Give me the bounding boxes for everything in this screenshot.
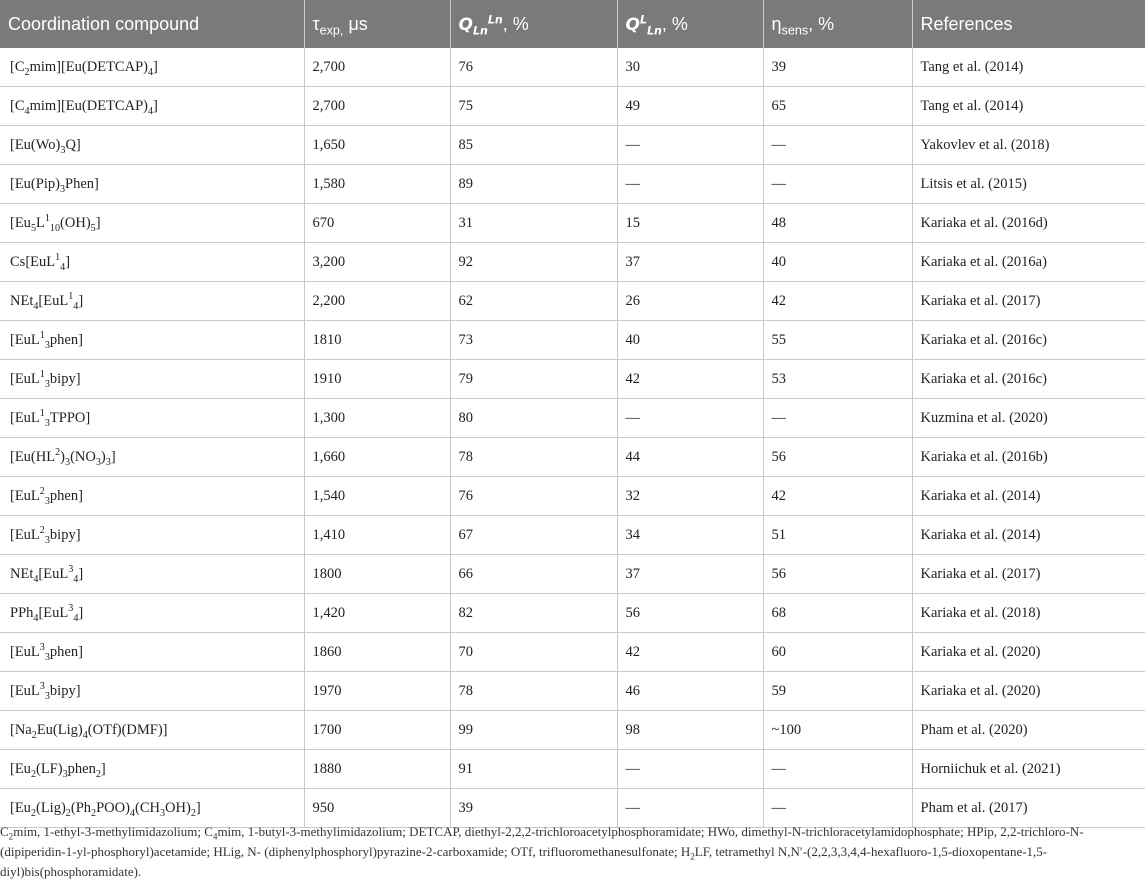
table-row [0,48,1145,87]
eta-sens-cell: 42 [763,282,912,321]
tau-cell: 1810 [304,321,450,360]
q-ln-ln-cell: 85 [450,126,617,165]
q-ln-l-cell: 26 [617,282,763,321]
tau-cell: 1800 [304,555,450,594]
eta-sens-cell: — [763,399,912,438]
q-ln-l-cell: 15 [617,204,763,243]
compound-cell: NEt$_4$[EuL$^1_4$] [0,282,304,321]
reference-cell: Kariaka et al. (2016b) [912,438,1145,477]
reference-cell: Pham et al. (2017) [912,789,1145,828]
tau-cell: 1,650 [304,126,450,165]
table-row [0,87,1145,126]
table-row [0,672,1145,711]
q-ln-ln-cell: 66 [450,555,617,594]
eta-sens-cell: 68 [763,594,912,633]
reference-cell: Kariaka et al. (2017) [912,282,1145,321]
compound-cell: Cs[EuL$^1_4$] [0,243,304,282]
reference-cell: Kariaka et al. (2018) [912,594,1145,633]
table-row [0,633,1145,672]
eta-sens-cell: 65 [763,87,912,126]
table-row [0,399,1145,438]
header-references: References [912,0,1145,48]
tau-cell: 1,410 [304,516,450,555]
q-ln-ln-cell: 73 [450,321,617,360]
q-ln-l-cell: — [617,126,763,165]
compound-cell: $[Eu_2(LF)_3phen_2]$ [0,750,304,789]
eta-sens-cell: 56 [763,555,912,594]
tau-cell: 1700 [304,711,450,750]
table-row [0,165,1145,204]
reference-cell: Kariaka et al. (2016c) [912,321,1145,360]
eta-sens-cell: — [763,126,912,165]
compound-cell: [EuL$^3_3$bipy] [0,672,304,711]
compound-cell: [EuL$^3_3$phen] [0,633,304,672]
tau-cell: 950 [304,789,450,828]
table-row [0,477,1145,516]
q-ln-ln-cell: 80 [450,399,617,438]
eta-sens-cell: — [763,165,912,204]
tau-cell: 2,200 [304,282,450,321]
compound-cell: $[C_2mim][Eu(DETCAP)_4]$ [0,48,304,87]
q-ln-ln-cell: 39 [450,789,617,828]
table-row [0,243,1145,282]
table-row [0,750,1145,789]
q-ln-l-cell: 32 [617,477,763,516]
header-q-ln-ln: $Q_{Ln}^{Ln}$, % [450,0,617,48]
eta-sens-cell: 53 [763,360,912,399]
q-ln-ln-cell: 91 [450,750,617,789]
tau-cell: 670 [304,204,450,243]
eta-sens-cell: 59 [763,672,912,711]
table-row [0,516,1145,555]
table-row [0,204,1145,243]
header-tau: $\tau_{exp,}$ μs [304,0,450,48]
compound-cell: $[C_4mim][Eu(DETCAP)_4]$ [0,87,304,126]
q-ln-ln-cell: 31 [450,204,617,243]
q-ln-l-cell: — [617,789,763,828]
q-ln-ln-cell: 76 [450,48,617,87]
reference-cell: Kariaka et al. (2020) [912,633,1145,672]
header-eta-sens: $\eta_{sens}$, % [763,0,912,48]
compound-cell: $[Eu_2(Lig)_2(Ph_2POO)_4(CH_3OH)_2]$ [0,789,304,828]
reference-cell: Litsis et al. (2015) [912,165,1145,204]
compound-cell: $[Eu_5L^1_{10}(OH)_5]$ [0,204,304,243]
eta-sens-cell: 39 [763,48,912,87]
tau-cell: 1860 [304,633,450,672]
tau-cell: 1,660 [304,438,450,477]
eta-sens-cell: 40 [763,243,912,282]
eta-sens-cell: 48 [763,204,912,243]
eta-sens-cell: 51 [763,516,912,555]
compound-cell: PPh$_4$[EuL$^3_4$] [0,594,304,633]
reference-cell: Tang et al. (2014) [912,48,1145,87]
table-body [0,48,1145,828]
q-ln-ln-cell: 92 [450,243,617,282]
reference-cell: Kariaka et al. (2020) [912,672,1145,711]
eta-sens-cell: 60 [763,633,912,672]
compound-cell: [EuL$^2_3$bipy] [0,516,304,555]
reference-cell: Kariaka et al. (2017) [912,555,1145,594]
compound-cell: $[Eu(Pip)_3Phen]$ [0,165,304,204]
q-ln-ln-cell: 78 [450,438,617,477]
q-ln-ln-cell: 89 [450,165,617,204]
q-ln-l-cell: 46 [617,672,763,711]
compound-cell: $[Eu(Wo)_3Q]$ [0,126,304,165]
table-row [0,360,1145,399]
table-row [0,438,1145,477]
q-ln-ln-cell: 79 [450,360,617,399]
header-row [0,0,1145,48]
reference-cell: Kariaka et al. (2016a) [912,243,1145,282]
tau-cell: 1,300 [304,399,450,438]
reference-cell: Horniichuk et al. (2021) [912,750,1145,789]
eta-sens-cell: — [763,789,912,828]
q-ln-l-cell: — [617,750,763,789]
eta-sens-cell: 55 [763,321,912,360]
reference-cell: Kariaka et al. (2016d) [912,204,1145,243]
q-ln-l-cell: 42 [617,633,763,672]
table-row [0,594,1145,633]
tau-cell: 1,540 [304,477,450,516]
tau-cell: 1,420 [304,594,450,633]
eta-sens-cell: 42 [763,477,912,516]
compound-cell: [EuL$^2_3$phen] [0,477,304,516]
q-ln-l-cell: 40 [617,321,763,360]
reference-cell: Kariaka et al. (2014) [912,516,1145,555]
compound-cell: $[Na_2Eu(Lig)_4(OTf)(DMF)]$ [0,711,304,750]
table-row [0,321,1145,360]
header-compound: Coordination compound [0,0,304,48]
eta-sens-cell: 56 [763,438,912,477]
q-ln-l-cell: 44 [617,438,763,477]
tau-cell: 3,200 [304,243,450,282]
q-ln-ln-cell: 82 [450,594,617,633]
q-ln-l-cell: 98 [617,711,763,750]
reference-cell: Kariaka et al. (2014) [912,477,1145,516]
compound-cell: [EuL$^1_3$TPPO] [0,399,304,438]
table-row [0,282,1145,321]
table-row [0,555,1145,594]
reference-cell: Kariaka et al. (2016c) [912,360,1145,399]
q-ln-l-cell: 30 [617,48,763,87]
tau-cell: 1880 [304,750,450,789]
reference-cell: Yakovlev et al. (2018) [912,126,1145,165]
q-ln-ln-cell: 75 [450,87,617,126]
tau-cell: 2,700 [304,48,450,87]
tau-cell: 1,580 [304,165,450,204]
q-ln-ln-cell: 78 [450,672,617,711]
eta-sens-cell: ~100 [763,711,912,750]
q-ln-ln-cell: 99 [450,711,617,750]
q-ln-l-cell: — [617,399,763,438]
q-ln-l-cell: 56 [617,594,763,633]
eta-sens-cell: — [763,750,912,789]
q-ln-l-cell: 37 [617,555,763,594]
table-footnote: $C_2mim$, 1-ethyl-3-methylimidazolium; $C_4mim$, 1-butyl-3-methylimidazolium; DETCAP, diethyl-2,2,2-trichloroacetylphosphoramidate; HWo, dimethyl-N-trichloracetylamidophosphate; HPip, 2,2-trichloro-N-(dipiperidin-1-yl-phosphoryl)acetamide; HLig, N- (diphenylphosphoryl)pyrazine-2-carboxamide; OTf, trifluoromethanesulfonate; $H_2LF$, tetramethyl N,N′-(2,2,3,3,4,4-hexafluoro-1,5-dioxopentane-1,5-diyl)bis(phosphoramidate). [0,824,1084,879]
reference-cell: Tang et al. (2014) [912,87,1145,126]
compound-cell: [EuL$^1_3$bipy] [0,360,304,399]
tau-cell: 2,700 [304,87,450,126]
tau-cell: 1970 [304,672,450,711]
q-ln-l-cell: 37 [617,243,763,282]
compound-cell: NEt$_4$[EuL$^3_4$] [0,555,304,594]
reference-cell: Kuzmina et al. (2020) [912,399,1145,438]
q-ln-ln-cell: 76 [450,477,617,516]
compound-cell: [EuL$^1_3$phen] [0,321,304,360]
table-row [0,711,1145,750]
q-ln-ln-cell: 62 [450,282,617,321]
header-q-ln-l: $Q^L_{Ln}$, % [617,0,763,48]
compound-cell: $[Eu(HL^2)_3(NO_3)_3]$ [0,438,304,477]
q-ln-ln-cell: 67 [450,516,617,555]
table-row [0,126,1145,165]
q-ln-l-cell: 49 [617,87,763,126]
tau-cell: 1910 [304,360,450,399]
reference-cell: Pham et al. (2020) [912,711,1145,750]
q-ln-l-cell: — [617,165,763,204]
q-ln-l-cell: 42 [617,360,763,399]
q-ln-l-cell: 34 [617,516,763,555]
q-ln-ln-cell: 70 [450,633,617,672]
